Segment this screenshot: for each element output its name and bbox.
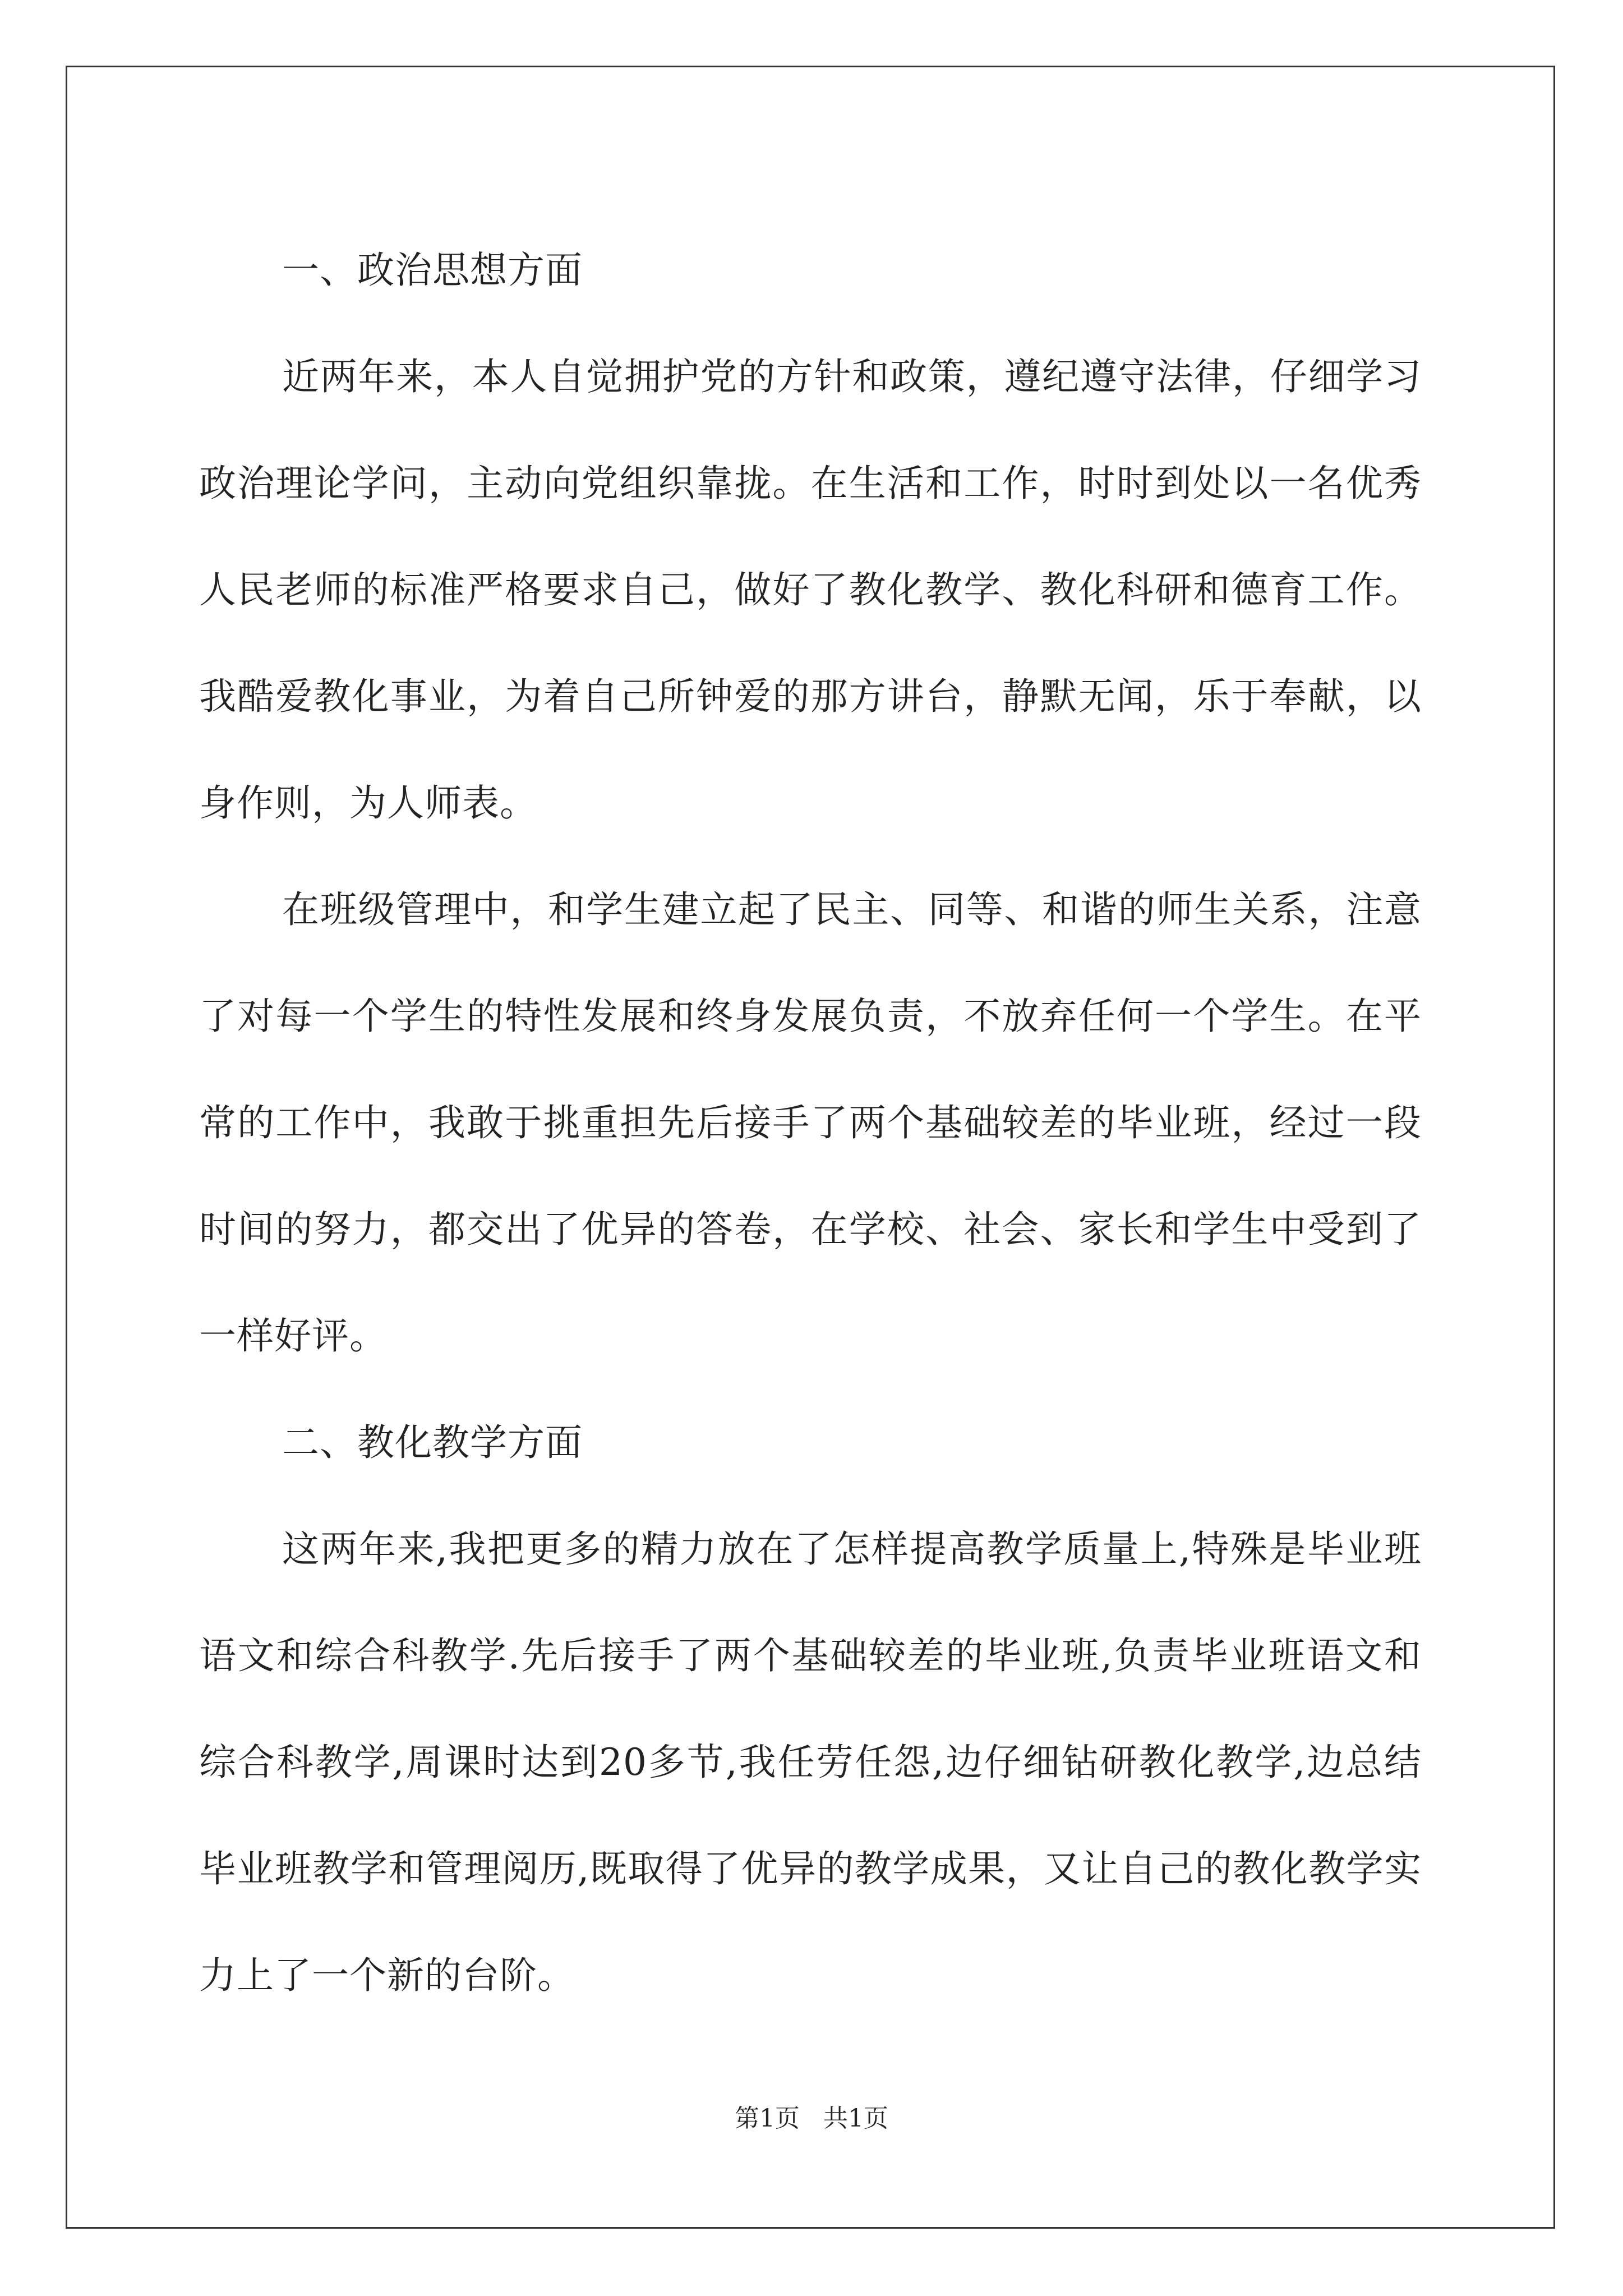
section-heading-politics: 一、政治思想方面 bbox=[282, 249, 583, 292]
paragraph-class-management: 在班级管理中，和学生建立起了民主、同等、和谐的师生关系，注意了对每一个学生的特性发展和终身发展负责，不放弃任何一个学生。在平常的工作中，我敢于挑重担先后接手了两个基础较差的毕业班，经过一段时间的努力，都交出了优异的答卷，在学校、社会、家长和学生中受到了一样好评。 bbox=[199, 888, 1422, 1358]
paragraph-politics-1: 近两年来，本人自觉拥护党的方针和政策，遵纪遵守法律，仔细学习政治理论学问，主动向党组织靠拢。在生活和工作，时时到处以一名优秀人民老师的标准严格要求自己，做好了教化教学、教化科研和德育工作。我酷爱教化事业，为着自己所钟爱的那方讲台，静默无闻，乐于奉献，以身作则，为人师表。 bbox=[199, 355, 1422, 825]
section-heading-teaching: 二、教化教学方面 bbox=[282, 1421, 583, 1464]
paragraph-teaching: 这两年来,我把更多的精力放在了怎样提高教学质量上,特殊是毕业班语文和综合科教学.先后接手了两个基础较差的毕业班,负责毕业班语文和综合科教学,周课时达到20多节,我任劳任怨,边仔细钻研教化教学,边总结毕业班教学和管理阅历,既取得了优异的教学成果，又让自己的教化教学实力上了一个新的台阶。 bbox=[199, 1527, 1422, 1997]
document-body bbox=[199, 217, 1422, 2029]
page-number-footer: 第1页 共1页 bbox=[735, 2104, 888, 2133]
